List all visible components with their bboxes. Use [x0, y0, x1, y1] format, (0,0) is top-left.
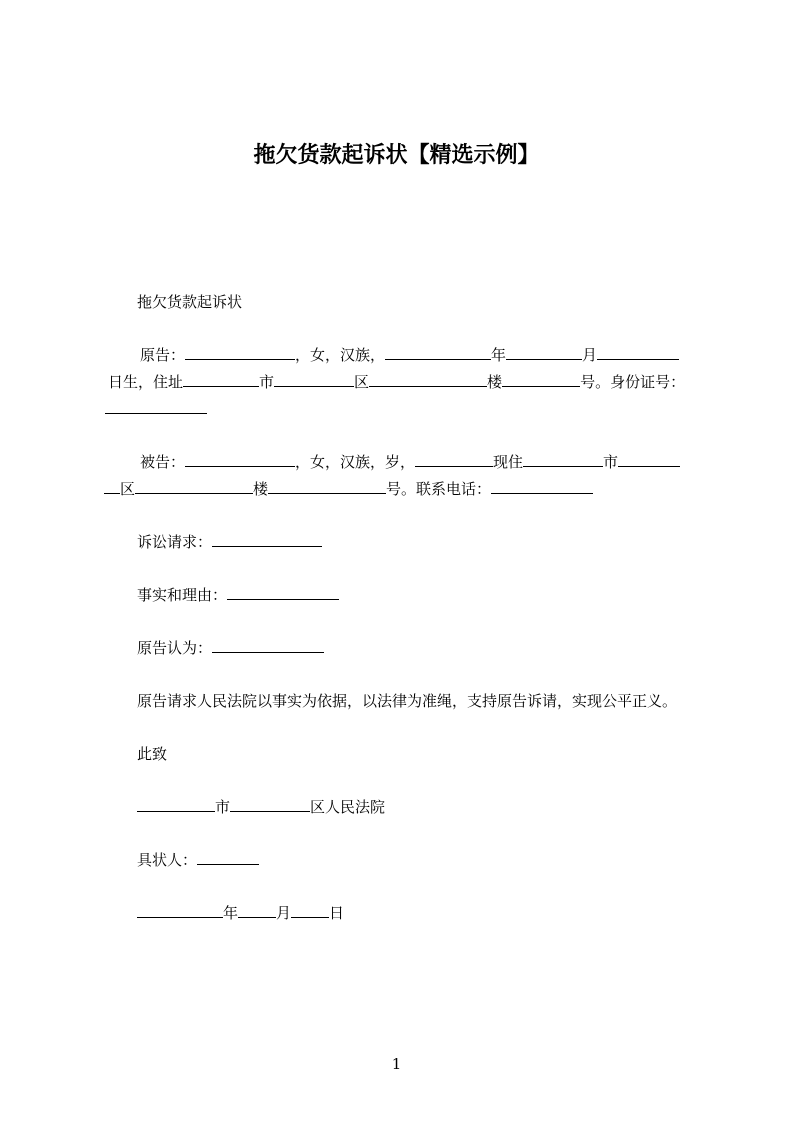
defendant-phone-blank	[491, 479, 593, 494]
court-district-blank	[230, 797, 310, 812]
court-city-blank	[137, 797, 215, 812]
plaintiff-birth-month-blank	[506, 345, 582, 360]
plaintiff-id-label: 号。身份证号：	[580, 373, 686, 391]
plaintiff-year-label: 年	[491, 346, 507, 364]
court-name-label: 区人民法院	[310, 798, 386, 816]
signer-blank	[197, 850, 259, 865]
claims-label: 诉讼请求：	[137, 533, 213, 551]
defendant-residence-label: 现住	[493, 453, 524, 471]
request-text: 原告请求人民法院以事实为依据，以法律为准绳，支持原告诉请，实现公平正义。	[137, 692, 678, 710]
defendant-number-blank	[268, 479, 386, 494]
defendant-building-label: 楼	[253, 480, 269, 498]
plaintiff-name-blank	[185, 345, 295, 360]
plaintiff-view-label: 原告认为：	[137, 639, 213, 657]
plaintiff-district-label: 区	[354, 373, 370, 391]
defendant-label: 被告：	[140, 453, 186, 471]
defendant-name-blank	[185, 452, 295, 467]
salutation: 此致	[137, 745, 168, 763]
date-year-blank	[137, 903, 223, 918]
plaintiff-view-line	[137, 638, 324, 658]
date-year-label: 年	[223, 904, 239, 922]
defendant-phone-label: 号。联系电话：	[386, 480, 492, 498]
page-number: 1	[391, 1055, 402, 1073]
defendant-line-1	[140, 452, 680, 472]
plaintiff-building-label: 楼	[487, 373, 503, 391]
defendant-district-label: 区	[120, 480, 136, 498]
plaintiff-number-blank	[502, 372, 580, 387]
defendant-line-2	[104, 479, 593, 499]
defendant-city-blank	[523, 452, 603, 467]
date-month-blank	[238, 903, 276, 918]
facts-line	[137, 585, 339, 605]
plaintiff-city-blank	[183, 372, 259, 387]
plaintiff-id-blank	[105, 399, 207, 414]
signer-line	[137, 850, 259, 870]
court-city-label: 市	[215, 798, 231, 816]
plaintiff-line-2	[108, 372, 685, 392]
plaintiff-gender-ethnicity: ，女，汉族，	[295, 346, 386, 364]
date-day-label: 日	[329, 904, 345, 922]
date-day-blank	[291, 903, 329, 918]
plaintiff-birth-address-label: 日生，住址	[108, 373, 184, 391]
defendant-gender-ethnicity-age: ，女，汉族，岁，	[295, 453, 416, 471]
plaintiff-view-blank	[212, 638, 324, 653]
facts-label: 事实和理由：	[137, 586, 228, 604]
date-line	[137, 903, 344, 923]
plaintiff-building-blank	[369, 372, 487, 387]
document-heading: 拖欠货款起诉状	[137, 293, 243, 311]
facts-blank	[227, 585, 339, 600]
court-line	[137, 797, 385, 817]
defendant-age-blank	[415, 452, 493, 467]
plaintiff-birth-year-blank	[385, 345, 491, 360]
plaintiff-line-3	[105, 399, 207, 419]
date-month-label: 月	[276, 904, 292, 922]
signer-label: 具状人：	[137, 851, 198, 869]
defendant-district-blank-b	[104, 479, 120, 494]
claims-blank	[212, 532, 322, 547]
plaintiff-month-label: 月	[582, 346, 598, 364]
document-title: 拖欠货款起诉状【精选示例】	[253, 143, 540, 168]
plaintiff-line-1	[140, 345, 679, 365]
defendant-city-label: 市	[603, 453, 619, 471]
plaintiff-district-blank	[274, 372, 354, 387]
claims-line	[137, 532, 322, 552]
plaintiff-label: 原告：	[140, 346, 186, 364]
plaintiff-city-label: 市	[259, 373, 275, 391]
defendant-building-blank	[135, 479, 253, 494]
plaintiff-birth-day-blank	[597, 345, 679, 360]
defendant-district-blank-a	[618, 452, 680, 467]
